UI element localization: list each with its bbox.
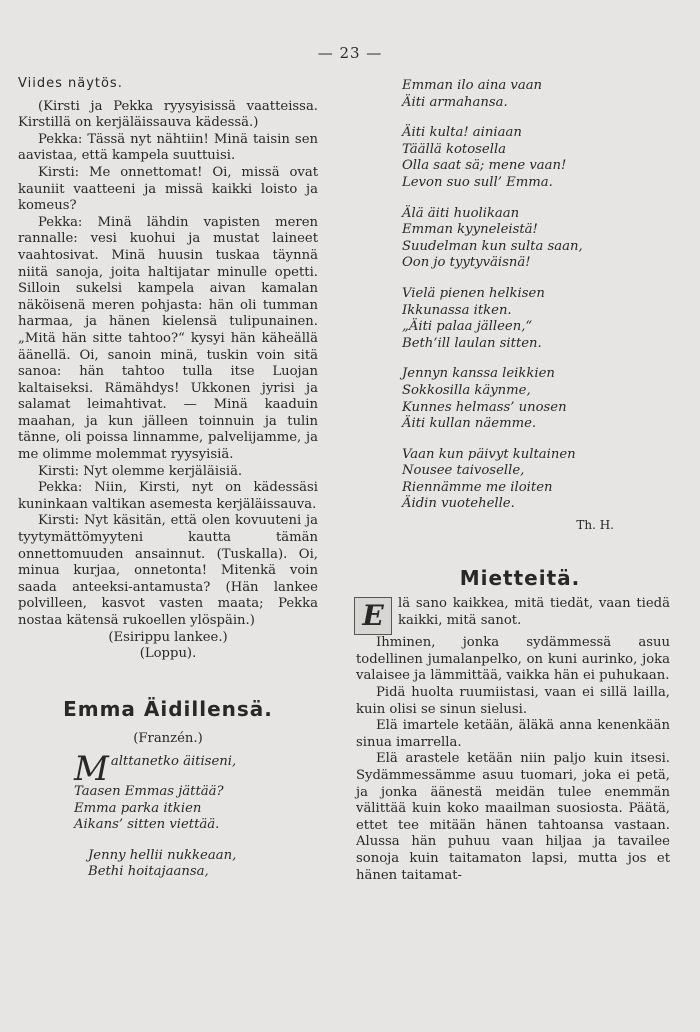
poem-stanza [88, 848, 318, 881]
poem-line: Sokkosilla käynme, [402, 382, 531, 398]
poem-title: Emma Äidillensä. [63, 696, 273, 721]
poem-line: Suudelman kun sulta saan, [402, 238, 583, 254]
poem-stanza [402, 366, 670, 432]
poem-line: Olla saat sä; mene vaan! [402, 158, 567, 174]
aphorism: Pidä huolta ruumiistasi, vaan ei sillä lailla, kuin olisi se sinun sielusi. [356, 685, 670, 717]
poem-stanza [402, 125, 670, 191]
poem-stanza [402, 286, 670, 352]
poem-stanza [74, 748, 318, 834]
initial-letter: M [74, 748, 109, 789]
aphorism: Elä arastele ketään niin paljo kuin itsesi. Sydämmessämme asuu tuomari, joka ei petä, ja jonka äänestä meidän tulee enemmän välittää kuin koko maailman suosiosta. Päätä, ettet tee mitään hänen tahtoansa vastaan. Alussa hän puhuu vaan hiljaa ja tavailee sonoja kuin taitamaton lapsi, mutta jos et hänen taitamat- [356, 751, 670, 883]
poem-stanza [402, 78, 670, 111]
poem-line: Beth’ill laulan sitten. [402, 335, 542, 351]
poem-stanza [402, 206, 670, 272]
poem-line: Emman ilo aina vaan [402, 78, 543, 93]
poem-line: Nousee taivoselle, [402, 463, 525, 479]
stage-direction-end: (Loppu). [139, 646, 197, 662]
poem-author: (Franzén.) [133, 731, 203, 747]
stage-direction: (Kirsti ja Pekka ryysyisissä vaatteissa. Kirstillä on kerjäläissauva kädessä.) [18, 98, 318, 131]
stage-direction-curtain: (Esirippu lankee.) [108, 629, 228, 645]
page-number: — 23 — [317, 44, 383, 62]
poem-line: Täällä kotosella [402, 141, 507, 157]
poem-line: Äiti kulta! ainiaan [402, 125, 522, 141]
poem-line: Älä äiti huolikaan [402, 205, 520, 221]
dialogue-line: Pekka: Tässä nyt nähtiin! Minä taisin sen aavistaa, että kampela suuttuisi. [18, 131, 318, 164]
section-heading: Mietteitä. [459, 565, 581, 590]
poem-line: Äidin vuotehelle. [402, 496, 515, 512]
poem-line: Bethi hoitajaansa, [88, 864, 209, 880]
aphorism: E lä sano kaikkea, mitä tiedät, vaan tiedä kaikki, mitä sanot. [356, 596, 670, 629]
poem-line: Kunnes helmass’ unosen [402, 399, 567, 415]
poem-line: Aikans’ sitten viettää. [74, 817, 220, 833]
dialogue-line: Pekka: Minä lähdin vapisten meren rannalle: vesi kuohui ja mustat laineet vaahtosivat. Minä huusin tuskaa täynnä niitä sanoja, joita haltijatar minulle opetti. Silloin sukelsi kampela aivan kamalan näköisenä meren pohjasta: hän oli tumman harmaa, ja hänen kielensä tulipunainen. „Mitä hän sitte tahtoo?“ kysyi hän käheällä äänellä. Oi, sanoin minä, tuskin voin sitä sanoa: hän tahtoo tulla itse Luojan kaltaiseksi. Rämähdys! Ukkonen jyrisi ja salamat leimahtivat. — Minä kaaduin maahan, ja kun jälleen toinnuin ja tulin tänne, oli poissa linnamme, palvelijamme, ja me olimme molemmat ryysyisiä. [18, 214, 318, 463]
poem-line: Emma parka itkien [74, 800, 202, 816]
poem-line: Äiti armahansa. [402, 94, 508, 110]
right-column [356, 78, 670, 884]
dialogue-line: Pekka: Niin, Kirsti, nyt on kädessäsi kuninkaan valtikan asemesta kerjäläissauva. [18, 480, 318, 512]
aphorism: Elä imartele ketään, äläkä anna kenenkään sinua imarrella. [356, 718, 670, 750]
dialogue-line: Kirsti: Nyt käsitän, että olen kovuuteni ja tyytymättömyyteni kautta tämän onnettomuuden ansainnut. (Tuskalla). Oi, minua kurjaa, onnetonta! Mitenkä voin saada anteeksi-antamusta? (Hän lankee polvilleen, kasvot vasten maata; Pekka nostaa kätensä rukoellen ylöspäin.) [18, 513, 318, 628]
poem-line: Äiti kullan näemme. [402, 416, 537, 432]
aphorism: Ihminen, jonka sydämmessä asuu todellinen jumalanpelko, on kuni aurinko, joka valaisee ja lämmittää, vaikka hän ei puhukaan. [356, 635, 670, 684]
poem-line: Vaan kun päivyt kultainen [402, 446, 576, 462]
poem-line: Ikkunassa itken. [402, 302, 512, 318]
act-title: Viides näytös. [18, 76, 123, 91]
poem-line: alttanetko äitiseni, [110, 753, 237, 769]
poem-line: Jenny hellii nukkeaan, [88, 847, 237, 863]
poem-line: Taasen Emmas jättää? [74, 783, 224, 799]
dialogue-line: Kirsti: Nyt olemme kerjäläisiä. [38, 463, 243, 479]
poem-line: Riennämme me iloiten [402, 479, 553, 495]
signature: Th. H. [576, 518, 614, 533]
poem-line: Vielä pienen helkisen [402, 285, 545, 301]
poem-line: „Äiti palaa jälleen,“ [402, 319, 533, 335]
poem-line: Levon suo sull’ Emma. [402, 174, 553, 190]
poem-line: Emman kyyneleistä! [402, 222, 538, 238]
dialogue-line: Kirsti: Me onnettomat! Oi, missä ovat kauniit vaatteeni ja missä kaikki loisto ja komeus? [18, 164, 318, 214]
poem-stanza [402, 447, 670, 513]
drop-cap: E [354, 597, 392, 635]
poem-line: Jennyn kanssa leikkien [402, 366, 555, 382]
left-column [18, 72, 318, 895]
poem-line: Oon jo tyytyväisnä! [402, 255, 531, 271]
